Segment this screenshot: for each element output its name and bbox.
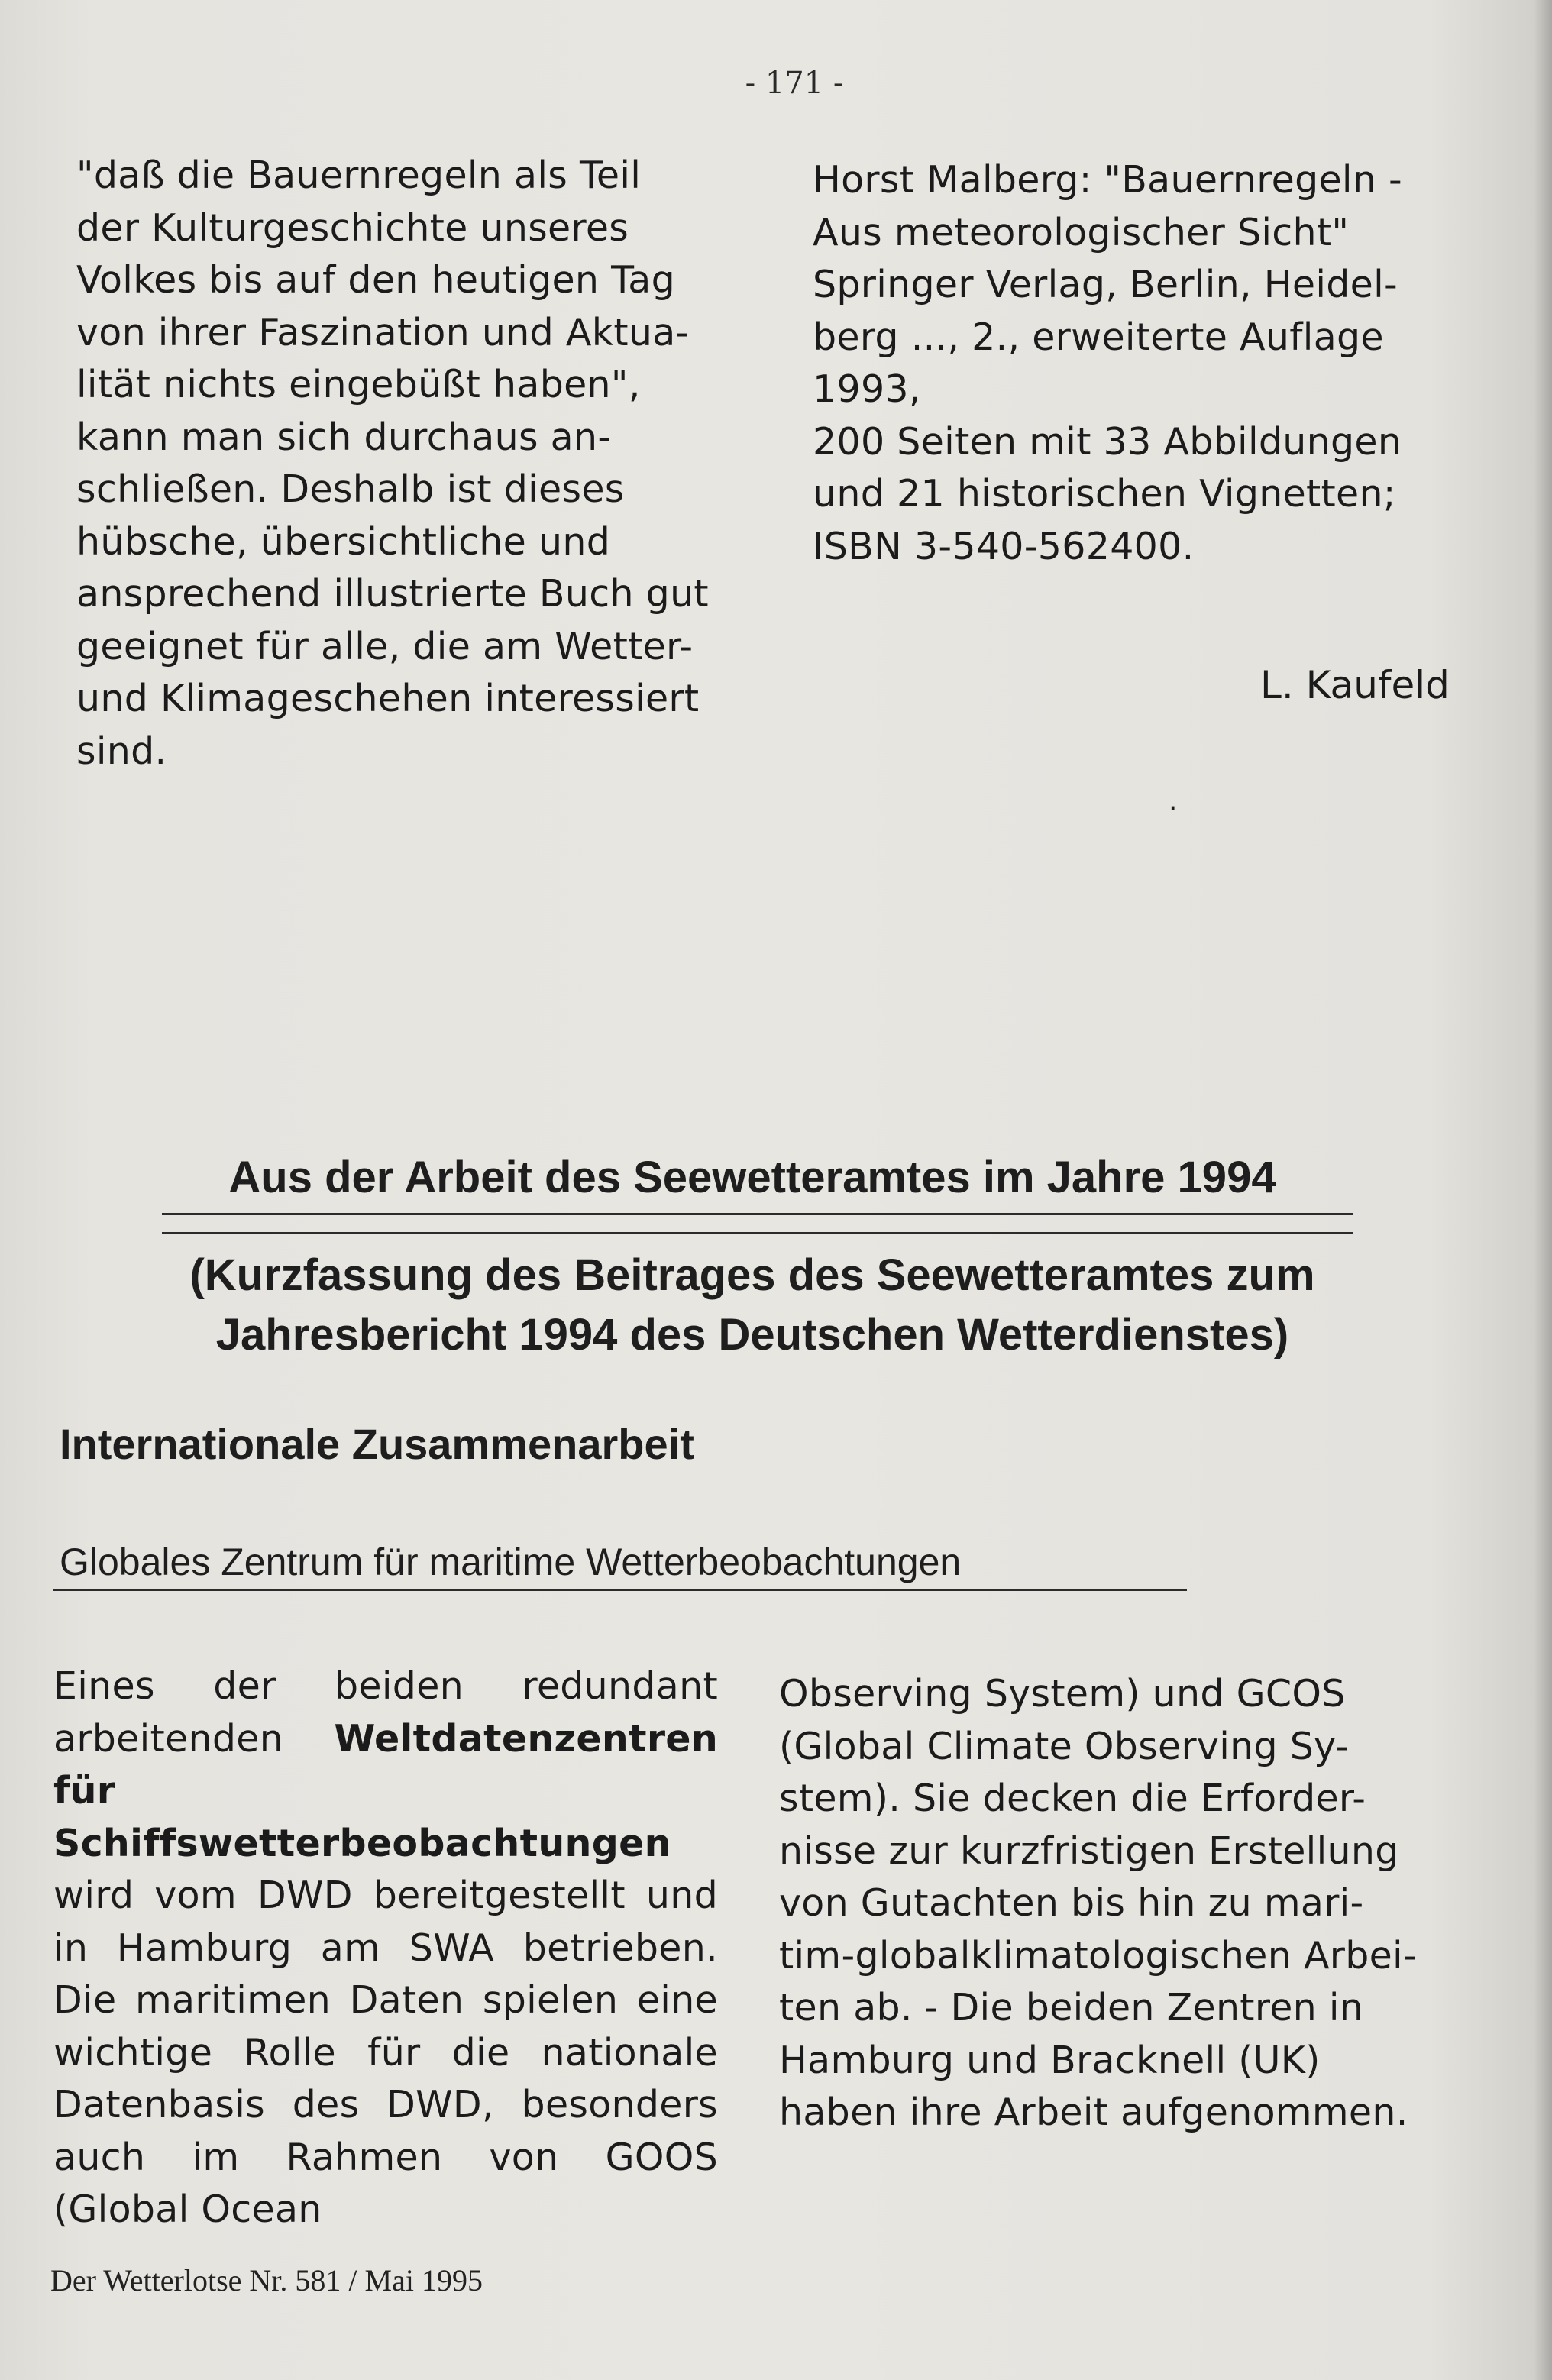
text-line: Hamburg und Bracknell (UK) <box>779 2038 1321 2082</box>
text-line: nisse zur kurzfristigen Erstellung <box>779 1829 1399 1873</box>
author-signature: L. Kaufeld <box>1260 663 1450 707</box>
text-line: stem). Sie decken die Erforder- <box>779 1777 1366 1820</box>
article-subtitle-line-1: (Kurzfassung des Beitrages des Seewetteramtes zum <box>189 1250 1315 1300</box>
text-line: berg ..., 2., erweiterte Auflage <box>813 315 1384 359</box>
footer-citation: Der Wetterlotse Nr. 581 / Mai 1995 <box>50 2263 483 2298</box>
text-line: tim-globalklimatologischen Arbei- <box>779 1933 1417 1977</box>
text-line: und 21 historischen Vignetten; <box>813 472 1396 516</box>
page-edge-shadow <box>1534 0 1552 2380</box>
text-line: Volkes bis auf den heutigen Tag <box>76 258 676 302</box>
text-line: kann man sich durchaus an- <box>76 415 612 459</box>
text-line: geeignet für alle, die am Wetter- <box>76 624 694 668</box>
text-line: "daß die Bauernregeln als Teil <box>76 154 642 197</box>
text-line: sind. <box>76 729 167 773</box>
bottom-right-column <box>779 1668 1459 2139</box>
text-line: ten ab. - Die beiden Zentren in <box>779 1986 1364 2029</box>
text-line: der Kulturgeschichte unseres <box>76 205 629 250</box>
text-line: von Gutachten bis hin zu mari- <box>779 1881 1364 1925</box>
text-line: 1993, <box>813 367 921 411</box>
text-line: von ihrer Faszination und Aktua- <box>76 310 690 354</box>
text-line: schließen. Deshalb ist dieses <box>76 467 625 511</box>
text-line: (Global Climate Observing Sy- <box>779 1724 1350 1768</box>
text-line: Horst Malberg: "Bauernregeln - <box>813 158 1403 202</box>
text-line: Observing System) und GCOS <box>779 1672 1346 1715</box>
paragraph-text: Eines der beiden redundant arbeitenden <box>53 1664 718 1761</box>
subsection-underline <box>53 1589 1187 1591</box>
top-right-column-book-reference <box>813 154 1485 573</box>
text-line: ISBN 3-540-562400. <box>813 524 1195 568</box>
page-number: - 171 - <box>745 66 844 101</box>
double-rule-divider <box>162 1213 1353 1234</box>
section-heading: Internationale Zusammenarbeit <box>60 1420 694 1468</box>
article-subtitle-line-2: Jahresbericht 1994 des Deutschen Wetterdienstes) <box>215 1310 1289 1360</box>
text-line: Springer Verlag, Berlin, Heidel- <box>813 263 1398 306</box>
emphasized-term: Weltdatenzentren für Schiffswetterbeobachtungen <box>53 1716 718 1865</box>
text-line: Aus meteorologischer Sicht" <box>813 210 1350 254</box>
text-line: und Klimageschehen interessiert <box>76 677 700 720</box>
subsection-heading: Globales Zentrum für maritime Wetterbeobachtungen <box>60 1541 962 1583</box>
text-line: hübsche, übersichtliche und <box>76 519 611 564</box>
paragraph <box>53 1661 718 2236</box>
top-left-column <box>76 150 756 778</box>
text-line: ansprechend illustrierte Buch gut <box>76 572 709 616</box>
paragraph-text: wird vom DWD bereitgestellt und in Hamburg am SWA betrieben. Die maritimen Daten spielen eine wichtige Rolle für die nationale Datenbasis des DWD, besonders auch im Rahmen von GOOS (Global Ocean <box>53 1874 718 2231</box>
text-line: haben ihre Arbeit aufgenommen. <box>779 2091 1408 2134</box>
text-line: lität nichts eingebüßt haben", <box>76 363 641 406</box>
bottom-left-column <box>53 1661 718 2236</box>
stray-dot: . <box>1169 785 1178 817</box>
text-line: 200 Seiten mit 33 Abbildungen <box>813 419 1402 464</box>
article-title: Aus der Arbeit des Seewetteramtes im Jahre 1994 <box>228 1153 1276 1202</box>
